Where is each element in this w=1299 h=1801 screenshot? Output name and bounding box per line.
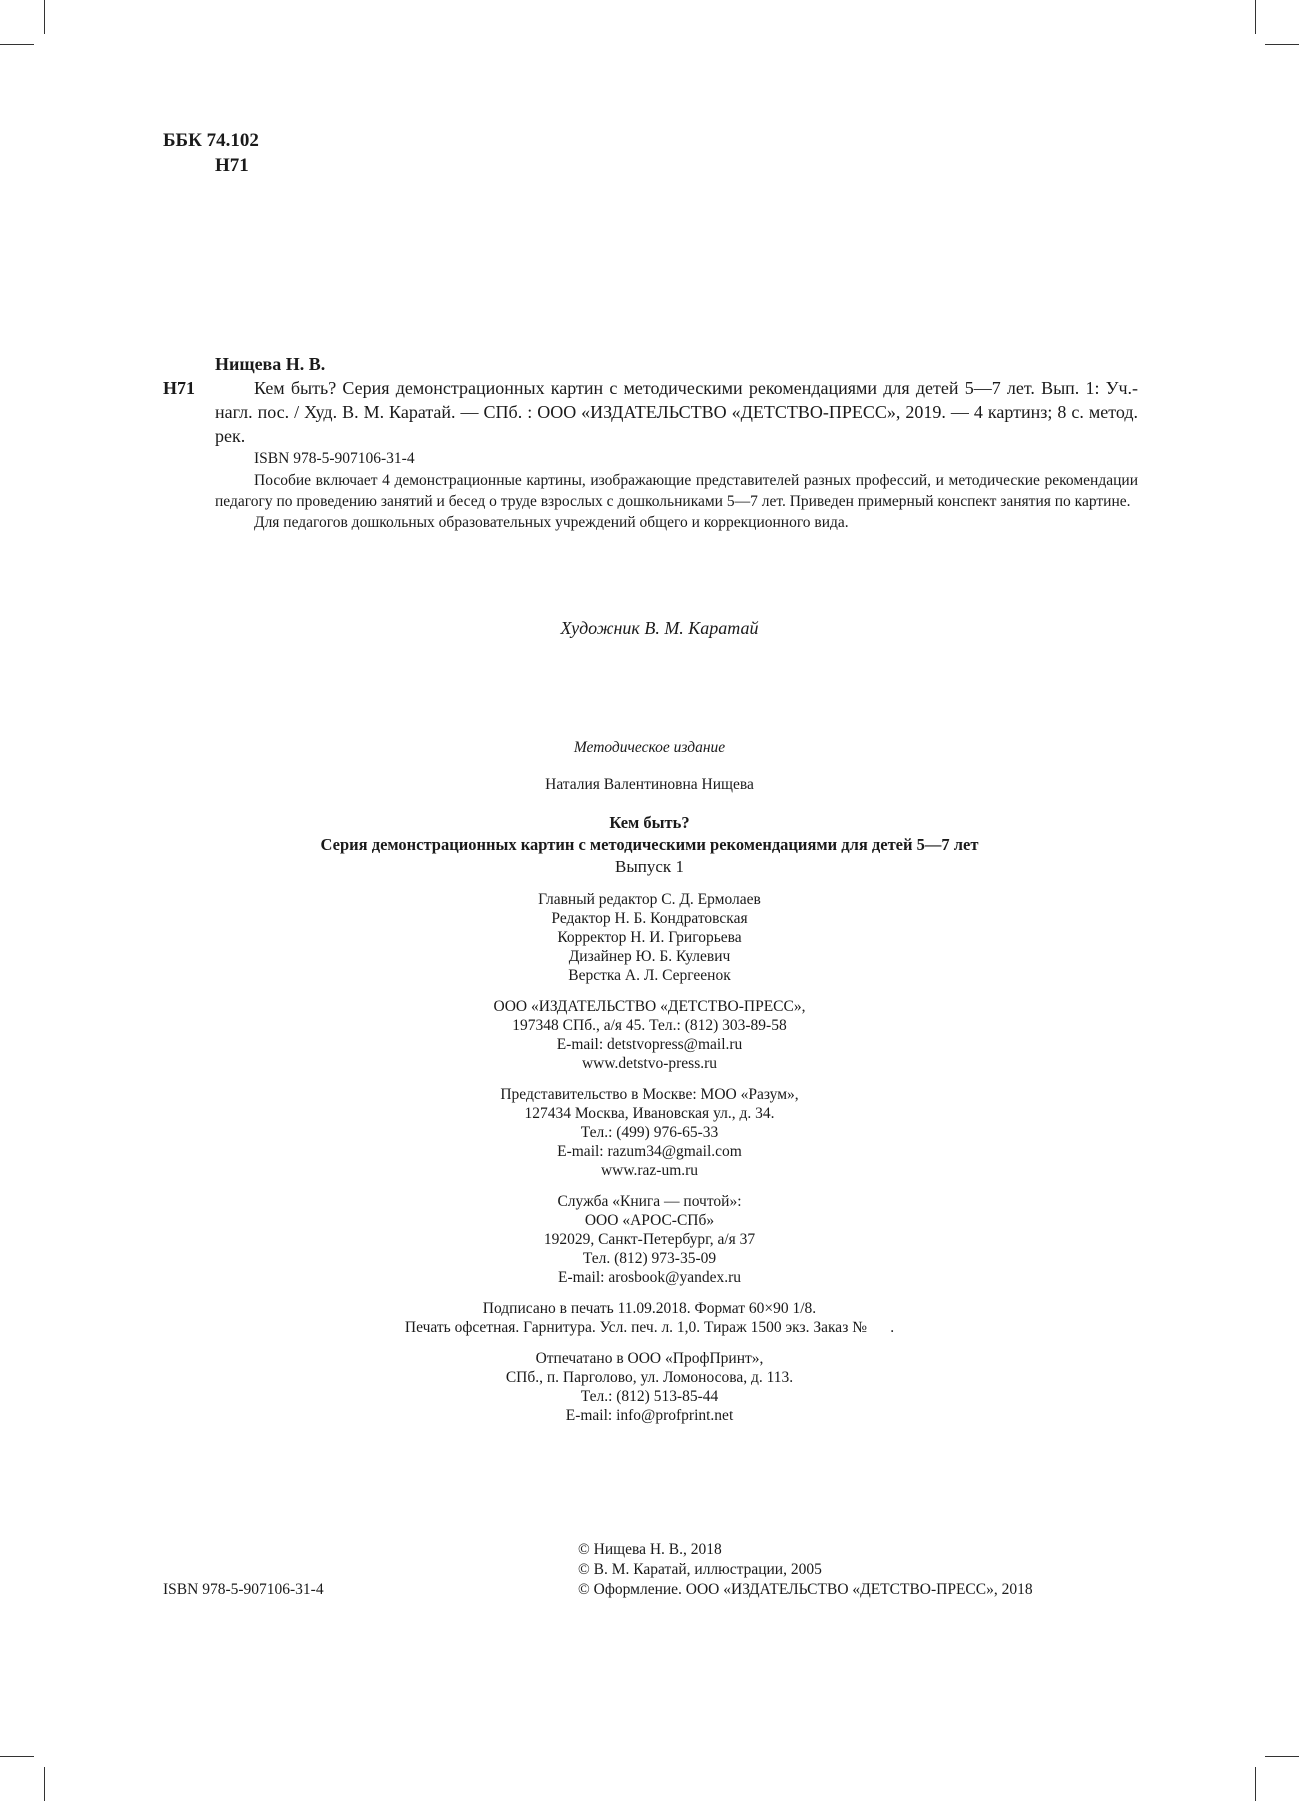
moscow-line: E-mail: razum34@gmail.com xyxy=(557,1143,742,1160)
book-issue: Выпуск 1 xyxy=(615,857,684,876)
staff-line: Дизайнер Ю. Б. Кулевич xyxy=(568,948,731,965)
publisher-line: www.detstvo-press.ru xyxy=(581,1055,718,1072)
printer-line: Отпечатано в ООО «ПрофПринт», xyxy=(535,1350,764,1367)
artist-credit: Художник В. М. Каратай xyxy=(560,618,759,638)
printer-line: СПб., п. Парголово, ул. Ломоносова, д. 113. xyxy=(505,1369,794,1386)
moscow-line: Тел.: (499) 976-65-33 xyxy=(580,1124,719,1141)
mail-order-line: Тел. (812) 973-35-09 xyxy=(582,1250,717,1267)
book-title: Кем быть? xyxy=(609,813,690,832)
edition-type: Методическое издание xyxy=(573,739,726,756)
publisher-line: 197348 СПб., а/я 45. Тел.: (812) 303-89-58 xyxy=(512,1017,787,1034)
bbk-classification xyxy=(163,128,259,178)
crop-mark-top-right-h xyxy=(1265,44,1299,45)
book-subtitle: Серия демонстрационных картин с методическими рекомендациями для детей 5—7 лет xyxy=(320,835,979,854)
isbn-bottom: ISBN 978-5-907106-31-4 xyxy=(163,1581,324,1598)
crop-mark-bottom-left-h xyxy=(0,1756,34,1757)
bbk-author-sign: Н71 xyxy=(215,155,249,176)
card-description-row xyxy=(163,376,1138,448)
print-info-line: Печать офсетная. Гарнитура. Усл. печ. л. 1,0. Тираж 1500 экз. Заказ № . xyxy=(404,1319,895,1336)
card-author: Нищева Н. В. xyxy=(215,354,326,374)
crop-mark-top-left xyxy=(44,0,45,34)
copyright-line: © Нищева Н. В., 2018 xyxy=(578,1541,722,1558)
moscow-line: www.raz-um.ru xyxy=(600,1162,699,1179)
mail-order-line: ООО «АРОС-СПб» xyxy=(584,1212,715,1229)
printer-line: Тел.: (812) 513-85-44 xyxy=(580,1388,719,1405)
publisher-line: E-mail: detstvopress@mail.ru xyxy=(556,1036,743,1053)
crop-mark-bottom-right xyxy=(1255,1767,1256,1801)
mail-order-line: 192029, Санкт-Петербург, а/я 37 xyxy=(543,1231,756,1248)
copyright-line: © В. М. Каратай, иллюстрации, 2005 xyxy=(578,1561,822,1578)
moscow-line: 127434 Москва, Ивановская ул., д. 34. xyxy=(524,1105,775,1122)
print-info xyxy=(0,1299,1299,1337)
crop-mark-top-right xyxy=(1255,0,1256,34)
staff-line: Главный редактор С. Д. Ермолаев xyxy=(538,891,761,908)
moscow-line: Представительство в Москве: МОО «Разум», xyxy=(500,1086,799,1103)
card-sign: Н71 xyxy=(163,378,196,398)
staff-line: Верстка А. Л. Сергеенок xyxy=(568,967,731,984)
mail-order-line: Служба «Книга — почтой»: xyxy=(557,1193,742,1210)
catalog-card xyxy=(163,352,1138,533)
staff-line: Корректор Н. И. Григорьева xyxy=(557,929,742,946)
publisher-line: ООО «ИЗДАТЕЛЬСТВО «ДЕТСТВО-ПРЕСС», xyxy=(493,998,806,1015)
card-annotation: Пособие включает 4 демонстрационные картины, изображающие представителей разных профессий, и методические рекомендации педагогу по проведению занятий и бесед о труде взрослых с дошкольниками 5—7 лет. Приведен примерный конспект занятия по картине. xyxy=(215,472,1138,510)
card-isbn: ISBN 978-5-907106-31-4 xyxy=(254,450,415,467)
card-description-block xyxy=(163,376,1138,448)
printer-line: E-mail: info@profprint.net xyxy=(565,1407,734,1424)
moscow-office xyxy=(0,1085,1299,1180)
print-info-line: Подписано в печать 11.09.2018. Формат 60×90 1/8. xyxy=(482,1300,817,1317)
crop-mark-bottom-right-h xyxy=(1265,1756,1299,1757)
staff-line: Редактор Н. Б. Кондратовская xyxy=(551,910,748,927)
mail-order-service xyxy=(0,1192,1299,1287)
crop-mark-top-left-h xyxy=(0,44,34,45)
copyright-block xyxy=(578,1540,1033,1600)
staff-list xyxy=(0,890,1299,985)
imprint xyxy=(0,738,1299,1425)
bbk-code: ББК 74.102 xyxy=(163,130,259,151)
author-full-name: Наталия Валентиновна Нищева xyxy=(545,776,754,793)
mail-order-line: E-mail: arosbook@yandex.ru xyxy=(557,1269,741,1286)
publisher-info xyxy=(0,997,1299,1073)
copyright-line: © Оформление. ООО «ИЗДАТЕЛЬСТВО «ДЕТСТВО-ПРЕСС», 2018 xyxy=(578,1581,1033,1598)
printer-info xyxy=(0,1349,1299,1425)
card-description: Кем быть? Серия демонстрационных картин с методическими рекомендациями для детей 5—7 лет. Вып. 1: Уч.-нагл. пос. / Худ. В. М. Каратай. — СПб. : ООО «ИЗДАТЕЛЬСТВО «ДЕТСТВО-ПРЕСС», 2019. — 4 картинз; 8 с. метод. рек. xyxy=(215,378,1138,446)
crop-mark-bottom-left xyxy=(44,1767,45,1801)
card-audience: Для педагогов дошкольных образовательных учреждений общего и коррекционного вида. xyxy=(254,514,849,531)
